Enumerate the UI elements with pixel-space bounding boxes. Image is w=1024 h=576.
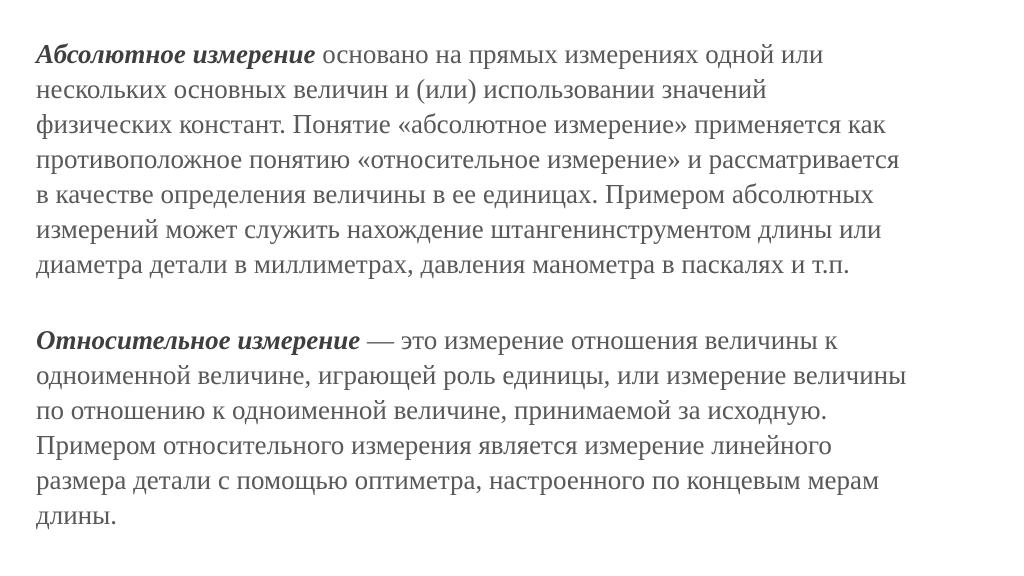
paragraph-text: — это измерение отношения величины к: [360, 325, 838, 355]
paragraph-line: по отношению к одноименной величине, принимаемой за исходную.: [36, 395, 828, 425]
paragraph-line: длины.: [36, 500, 117, 530]
term-absolute-measurement: Абсолютное измерение: [36, 39, 316, 69]
relative-measurement-paragraph: [36, 323, 1004, 533]
paragraph-line: противоположное понятию «относительное измерение» и рассматривается: [36, 144, 900, 174]
paragraph-line: в качестве определения величины в ее единицах. Примером абсолютных: [36, 179, 874, 209]
paragraph-line: нескольких основных величин и (или) использовании значений: [36, 74, 767, 104]
paragraph-line: измерений может служить нахождение штангенинструментом длины или: [36, 214, 882, 244]
paragraph-line: диаметра детали в миллиметрах, давления манометра в паскалях и т.п.: [36, 249, 850, 279]
paragraph-line: [36, 323, 1004, 358]
paragraph-line: [36, 37, 1004, 72]
paragraph-text: основано на прямых измерениях одной или: [315, 39, 824, 69]
paragraph-line: физических констант. Понятие «абсолютное измерение» применяется как: [36, 109, 886, 139]
paragraph-line: размера детали с помощью оптиметра, настроенного по концевым мерам: [36, 465, 880, 495]
term-relative-measurement: Относительное измерение: [36, 325, 361, 355]
absolute-measurement-paragraph: [36, 37, 1004, 282]
paragraph-line: одноименной величине, играющей роль единицы, или измерение величины: [36, 360, 907, 390]
paragraph-line: Примером относительного измерения является измерение линейного: [36, 430, 832, 460]
